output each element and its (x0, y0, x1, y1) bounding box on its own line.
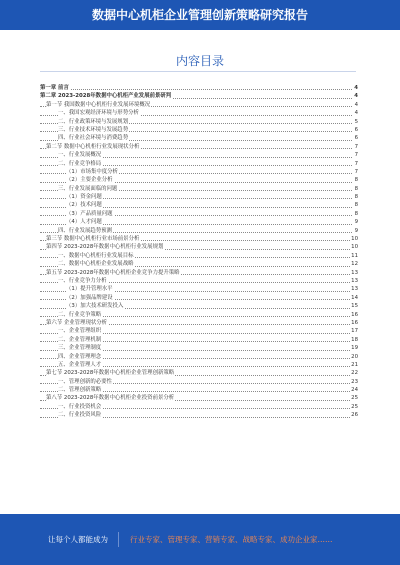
toc-entry-label: 二、行业竞争策略 (58, 311, 102, 318)
toc-entry-label: （2）加强品牌建设 (66, 294, 113, 301)
toc-entry-label: （1）提升管理水平 (66, 286, 113, 293)
toc-entry[interactable] (40, 84, 358, 92)
toc-entry[interactable] (40, 361, 358, 369)
toc-entry[interactable] (40, 285, 358, 293)
toc-entry[interactable] (40, 378, 358, 386)
toc-entry-label: （1）市场集中度分析 (66, 168, 118, 175)
toc-entry-page: 9 (354, 219, 358, 226)
toc-entry-page: 13 (351, 277, 358, 284)
toc-entry-page: 19 (351, 345, 358, 352)
toc-entry-page: 15 (351, 303, 358, 310)
toc-entry[interactable] (40, 302, 358, 310)
toc-entry[interactable] (40, 327, 358, 335)
report-title: 数据中心机柜企业管理创新策略研究报告 (91, 8, 308, 22)
toc-entry-label: 第五节 2023-2028年数据中心机柜企业竞争力提升策略 (46, 269, 180, 276)
toc-entry-page: 10 (351, 244, 358, 251)
toc-entry-page: 23 (351, 378, 358, 385)
toc-entry[interactable] (40, 260, 358, 268)
toc-entry-page: 4 (354, 85, 358, 91)
toc-entry-page: 16 (351, 311, 358, 318)
report-header (0, 0, 400, 30)
toc-entry[interactable] (40, 151, 358, 159)
toc-entry[interactable] (40, 277, 358, 285)
toc-entry-label: （4）人才问题 (66, 219, 102, 226)
toc-entry-label: 五、企业管理人才 (58, 361, 102, 368)
toc-entry-label: 二、行业竞争格局 (58, 160, 102, 167)
toc-entry-page: 6 (354, 135, 358, 142)
toc-entry-label: （1）资金问题 (66, 194, 102, 201)
toc-divider (40, 71, 356, 72)
toc-entry-label: 第四节 2023-2028年数据中心机柜行业发展规划 (46, 244, 164, 251)
toc-entry-page: 22 (351, 370, 358, 377)
toc-entry[interactable] (40, 193, 358, 201)
toc-entry[interactable] (40, 109, 358, 117)
toc-entry[interactable] (40, 269, 358, 277)
toc-entry-page: 26 (351, 412, 358, 419)
toc-entry-label: 第一章 前言 (40, 85, 69, 91)
toc-entry-page: 8 (354, 202, 358, 209)
toc-entry[interactable] (40, 134, 358, 142)
toc-entry[interactable] (40, 210, 358, 218)
toc-entry-label: 三、行业发展面临的问题 (58, 185, 118, 192)
toc-entry[interactable] (40, 344, 358, 352)
toc-entry-page: 18 (351, 336, 358, 343)
toc-entry-page: 6 (354, 126, 358, 133)
toc-entry-label: 四、行业社会环境与消费趋势 (58, 135, 129, 142)
toc-entry-label: 第六节 企业管理现状分析 (46, 319, 108, 326)
toc-entry-label: 第七节 2023-2028年数据中心机柜企业管理创新策略 (46, 370, 175, 377)
toc-entry-page: 25 (351, 403, 358, 410)
toc-entry-page: 14 (351, 294, 358, 301)
toc-entry-page: 10 (351, 236, 358, 243)
toc-entry[interactable] (40, 227, 358, 235)
toc-entry-page: 8 (354, 177, 358, 184)
toc-entry[interactable] (40, 294, 358, 302)
toc-entry-label: 一、企业管理组织 (58, 328, 102, 335)
toc-entry-label: 三、企业管理制度 (58, 345, 102, 352)
toc-entry[interactable] (40, 160, 358, 168)
toc-entry-page: 4 (354, 110, 358, 117)
toc-entry[interactable] (40, 243, 358, 251)
toc-entry-label: 一、管理创新的必要性 (58, 378, 112, 385)
toc-entry-label: （3）产品质量问题 (66, 210, 113, 217)
toc-entry-label: （2）主要企业分析 (66, 177, 113, 184)
toc-entry-label: （2）技术问题 (66, 202, 102, 209)
toc-entry[interactable] (40, 411, 358, 419)
toc-entry[interactable] (40, 176, 358, 184)
toc-entry[interactable] (40, 218, 358, 226)
table-of-contents (40, 84, 358, 420)
toc-entry-page: 7 (354, 152, 358, 159)
toc-entry-page: 12 (351, 261, 358, 268)
toc-entry-page: 4 (354, 93, 358, 100)
toc-entry-page: 20 (351, 353, 358, 360)
toc-entry-label: 第八节 2023-2028年数据中心机柜企业投资前景分析 (46, 395, 175, 402)
toc-entry-page: 8 (354, 185, 358, 192)
toc-entry[interactable] (40, 168, 358, 176)
toc-entry-page: 7 (354, 143, 358, 150)
toc-entry-label: 一、我国宏观经济环境与形势分析 (58, 110, 139, 117)
toc-entry-page: 17 (351, 328, 358, 335)
toc-leader-dots (40, 89, 352, 90)
toc-entry[interactable] (40, 369, 358, 377)
toc-entry-label: 第二章 2023-2028年数据中心机柜产业发展前景研判 (40, 93, 172, 100)
toc-entry-label: 一、行业投资机会 (58, 403, 102, 410)
toc-entry[interactable] (40, 143, 358, 151)
toc-entry[interactable] (40, 252, 358, 260)
toc-entry-label: 二、数据中心机柜企业发展战略 (58, 261, 134, 268)
footer-slogan: 让每个人都能成为 (48, 535, 108, 544)
footer-tagline: 行业专家、管理专家、营销专家、战略专家、成功企业家…… (130, 535, 333, 544)
toc-entry-label: 一、数据中心机柜行业发展目标 (58, 252, 134, 259)
toc-entry-label: 第一节 我国数据中心机柜行业发展环境概况 (46, 101, 151, 108)
toc-entry-label: 二、行业投资风险 (58, 412, 102, 419)
report-footer (0, 514, 400, 565)
toc-entry-page: 8 (354, 194, 358, 201)
toc-entry[interactable] (40, 185, 358, 193)
toc-entry-label: 二、行业政策环境与发展规划 (58, 118, 129, 125)
toc-entry-page: 9 (354, 227, 358, 234)
toc-entry-page: 13 (351, 286, 358, 293)
toc-entry[interactable] (40, 201, 358, 209)
toc-entry-page: 7 (354, 160, 358, 167)
toc-entry-label: 一、行业发展概况 (58, 152, 102, 159)
toc-entry-label: 二、管理创新策略 (58, 387, 102, 394)
toc-entry-label: 四、企业管理理念 (58, 353, 102, 360)
toc-entry[interactable] (40, 394, 358, 402)
toc-entry-page: 16 (351, 319, 358, 326)
toc-entry-label: 一、行业竞争力分析 (58, 277, 107, 284)
toc-entry[interactable] (40, 118, 358, 126)
toc-entry-label: 四、行业发展趋势预测 (58, 227, 112, 234)
toc-entry[interactable] (40, 403, 358, 411)
toc-entry-page: 13 (351, 269, 358, 276)
toc-entry-page: 24 (351, 387, 358, 394)
toc-entry[interactable] (40, 336, 358, 344)
toc-entry-label: 第三节 数据中心机柜行业市场前景分析 (46, 236, 140, 243)
toc-entry-page: 25 (351, 395, 358, 402)
toc-entry[interactable] (40, 92, 358, 100)
toc-entry-page: 8 (354, 210, 358, 217)
footer-divider (118, 532, 119, 547)
toc-entry-page: 7 (354, 168, 358, 175)
toc-entry-label: 三、行业技术环境与发展趋势 (58, 126, 129, 133)
toc-title: 内容目录 (175, 54, 224, 68)
toc-entry-page: 11 (351, 252, 358, 259)
toc-entry[interactable] (40, 353, 358, 361)
toc-entry[interactable] (40, 126, 358, 134)
toc-entry[interactable] (40, 235, 358, 243)
toc-entry-label: （3）加大技术研发投入 (66, 303, 124, 310)
toc-entry[interactable] (40, 319, 358, 327)
toc-entry-label: 第二节 数据中心机柜行业发展现状分析 (46, 143, 140, 150)
toc-entry[interactable] (40, 101, 358, 109)
toc-entry-page: 4 (354, 101, 358, 108)
toc-entry-page: 21 (351, 361, 358, 368)
toc-entry[interactable] (40, 386, 358, 394)
toc-entry-page: 5 (354, 118, 358, 125)
toc-entry[interactable] (40, 311, 358, 319)
toc-entry-label: 二、企业管理机制 (58, 336, 102, 343)
